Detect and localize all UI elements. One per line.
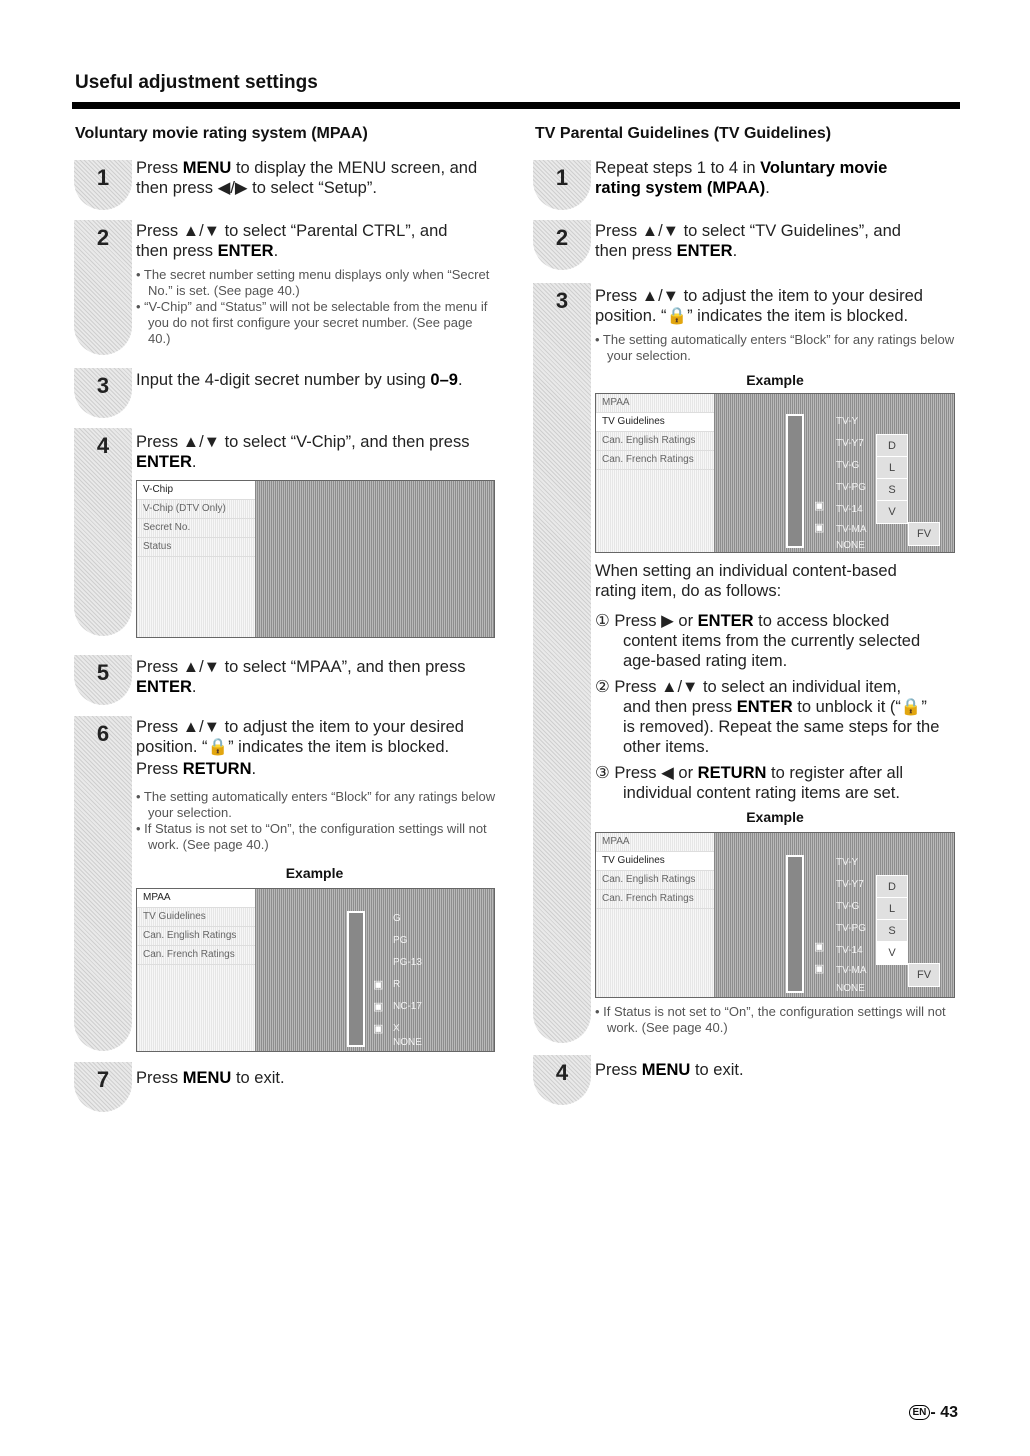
tv-guidelines-example-screen-1 [595,393,955,553]
rating-label: TV-MA [836,524,867,535]
right-step-3-note: • The setting automatically enters “Block” for any ratings below your selection. [595,332,955,363]
step-badge-3: 3 [533,283,591,1043]
step-badge-7: 7 [74,1062,132,1112]
menu-item: Status [137,538,255,557]
rating-slider [786,414,804,548]
lock-icon: ▣ [373,1023,384,1035]
step-badge-3: 3 [74,368,132,418]
step-badge-6: 6 [74,716,132,1051]
left-step-3-text: Input the 4-digit secret number by using 0–9. [136,371,463,389]
rating-label: TV-Y7 [836,879,864,890]
content-box: FV [908,963,940,987]
rating-label: X [393,1023,400,1034]
rating-label: TV-G [836,460,860,471]
right-step-3-note-2: • If Status is not set to “On”, the configuration settings will not work. (See page 40.) [595,1004,946,1035]
rating-label: TV-14 [836,945,863,956]
lock-icon: ▣ [814,522,825,534]
left-step-6-text: Press ▲/▼ to adjust the item to your desired position. “🔒” indicates the item is blocked. Press RETURN. [136,718,464,778]
rating-label: TV-PG [836,482,867,493]
rating-label: TV-14 [836,504,863,515]
content-box: FV [908,522,940,546]
rating-slider [347,911,365,1047]
left-step-2-notes: • The secret number setting menu displays only when “Secret No.” is set. (See page 40.) • “V-Chip” and “Status” will not be selectable from the menu if you do not first configure your secret number. (See page 40.) [136,267,490,346]
rating-label: TV-Y [836,416,859,427]
menu-item: MPAA [137,889,255,908]
step-badge-5: 5 [74,655,132,705]
rating-label: TV-MA [836,965,867,976]
menu-item: MPAA [596,394,714,413]
mpaa-example-screen [136,888,495,1052]
lock-icon: ▣ [373,1001,384,1013]
content-box: D [876,875,908,899]
content-box: V [876,941,908,965]
rating-label: NONE [393,1037,422,1048]
step-badge-1: 1 [533,160,591,210]
content-box: S [876,919,908,943]
rating-label: TV-PG [836,923,867,934]
content-box: L [876,897,908,921]
menu-item: Can. English Ratings [596,432,714,451]
rating-label: TV-Y [836,857,859,868]
step-badge-1: 1 [74,160,132,210]
left-step-4-text: Press ▲/▼ to select “V-Chip”, and then press ENTER. [136,433,470,471]
right-step-1-text: Repeat steps 1 to 4 in Voluntary movie rating system (MPAA). [595,159,888,197]
menu-item: Can. French Ratings [596,890,714,909]
menu-item: TV Guidelines [137,908,255,927]
lock-icon: ▣ [814,963,825,975]
rating-label: NONE [836,540,865,551]
language-badge: EN [909,1405,931,1420]
step-badge-2: 2 [533,220,591,270]
rating-slider [786,855,804,993]
right-step-2-text: Press ▲/▼ to select “TV Guidelines”, and then press ENTER. [595,222,901,260]
lock-icon: ▣ [814,500,825,512]
rating-label: PG [393,935,408,946]
menu-item: MPAA [596,833,714,852]
menu-item: Can. French Ratings [596,451,714,470]
content-box: S [876,478,908,502]
left-section-title: Voluntary movie rating system (MPAA) [75,125,368,142]
tv-guidelines-example-screen-2 [595,832,955,998]
example-label: Example [285,865,344,881]
rating-label: TV-G [836,901,860,912]
content-box: L [876,456,908,480]
menu-item: Can. English Ratings [596,871,714,890]
content-box: V [876,500,908,524]
right-step-3-procedure: When setting an individual content-based rating item, do as follows: ① Press ▶ or ENTER to access blocked content items from the currently selected age-based rating item. ② Press ▲/▼ to select an individual item, and then press ENTER to unblock it (“🔒” is removed). Repeat the same steps for the other items. ③ Press ◀ or RETURN to register after all individual content rating items are set. [595,562,940,802]
step-badge-4: 4 [74,428,132,636]
rating-label: NC-17 [393,1001,422,1012]
header-rule [72,102,960,109]
right-step-4-text: Press MENU to exit. [595,1061,744,1079]
menu-item: Can. French Ratings [137,946,255,965]
rating-label: G [393,913,401,924]
left-step-7-text: Press MENU to exit. [136,1069,285,1087]
rating-label: PG-13 [393,957,422,968]
menu-item: V-Chip (DTV Only) [137,500,255,519]
lock-icon: ▣ [814,941,825,953]
left-step-5-text: Press ▲/▼ to select “MPAA”, and then press ENTER. [136,658,466,696]
menu-item: V-Chip [137,481,255,500]
left-step-6-notes: • The setting automatically enters “Block” for any ratings below your selection. • If Status is not set to “On”, the configuration settings will not work. (See page 40.) [136,789,496,852]
page-number: EN - 43 [909,1404,958,1422]
left-step-1-text: Press MENU to display the MENU screen, and then press ◀/▶ to select “Setup”. [136,159,478,197]
rating-label: TV-Y7 [836,438,864,449]
content-box: D [876,434,908,458]
lock-icon: ▣ [373,979,384,991]
step-badge-2: 2 [74,220,132,355]
page-header: Useful adjustment settings [75,72,318,93]
example-label: Example [746,372,804,388]
menu-item: Can. English Ratings [137,927,255,946]
right-section-title: TV Parental Guidelines (TV Guidelines) [535,125,832,142]
menu-item: TV Guidelines [596,413,714,432]
step-badge-4: 4 [533,1055,591,1105]
left-step-2-text: Press ▲/▼ to select “Parental CTRL”, and then press ENTER. [136,222,448,260]
example-label: Example [746,809,804,825]
menu-item: Secret No. [137,519,255,538]
vchip-menu-screen [136,480,495,638]
rating-label: NONE [836,983,865,994]
menu-item: TV Guidelines [596,852,714,871]
right-step-3-text: Press ▲/▼ to adjust the item to your desired position. “🔒” indicates the item is blocked. [595,287,923,325]
rating-label: R [393,979,401,990]
